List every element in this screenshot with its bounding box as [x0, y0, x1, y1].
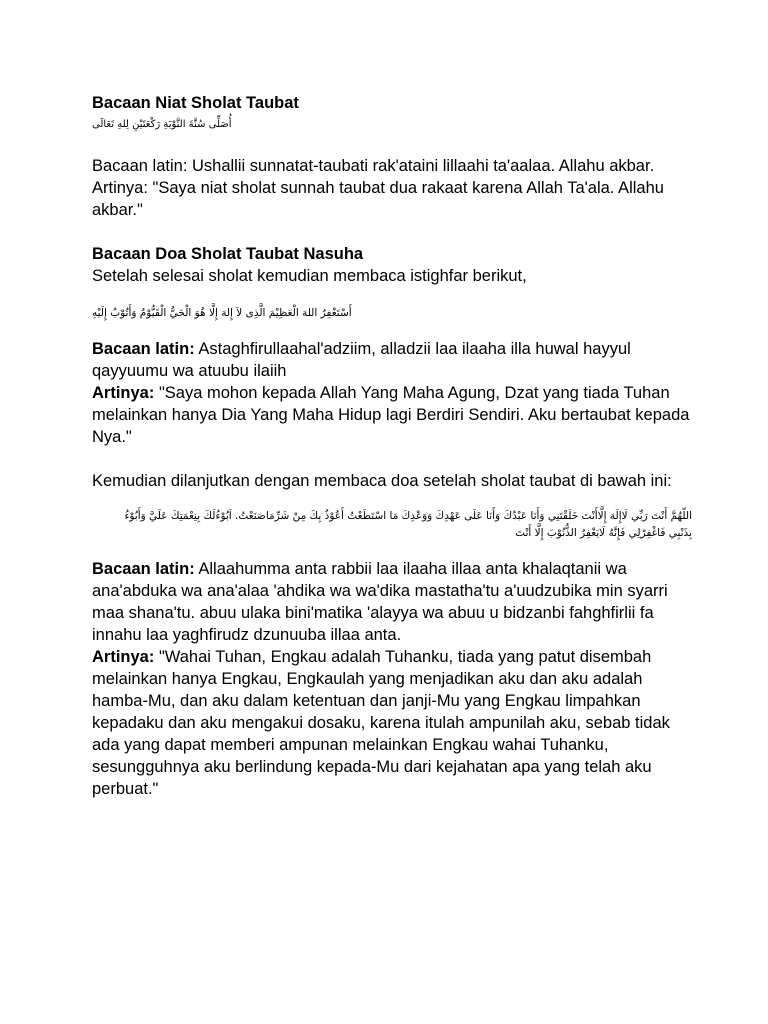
section1-meaning: Artinya: "Saya niat sholat sunnah taubat dua rakaat karena Allah Ta'ala. Allahu akbar." — [92, 179, 664, 219]
section3-meaning-text: "Wahai Tuhan, Engkau adalah Tuhanku, tiada yang patut disembah melainkan hanya Engkau, Engkaulah yang menjadikan aku dan aku adalah hamba-Mu, dan aku dalam ketentuan dan janji-Mu yang Engkau limpahkan kepadaku dan aku mengakui dosaku, karena itulah ampunilah aku, sebab tidak ada yang dapat memberi ampunan melainkan Engkau wahai Tuhanku, sesungguhnya aku berlindung kepada-Mu dari kejahatan apa yang telah aku perbuat." — [92, 648, 670, 798]
section1-arabic: أُصَلِّى سُنَّةَ التَّوْبَةِ رَكْعَتَيْنِ لِلهِ تَعَالَى — [92, 119, 232, 130]
section3-latin-label: Bacaan latin: — [92, 560, 195, 578]
section3-arabic-line1: اللّهُمَّ أَنْتَ رَبِّي لَاإِلَهَ إِلَّاأَنْتَ خَلَقْتَنِي وَأَنَا عَبْدُكَ وَأَنَا عَلَى عَهْدِكَ وَوَعْدِكَ مَا اسْتَطَعْتُ أَعُوْذُ بِكَ مِنْ شَرِّمَاصَنَعْتُ. اَبُوْءُلَكَ بِنِعْمَتِكَ عَلَيَّ وَأَبُوْءُ — [124, 510, 692, 522]
section3-meaning-label: Artinya: — [92, 648, 155, 666]
section3-latin-text: Allaahumma anta rabbii laa ilaaha illaa anta khalaqtanii wa ana'abduka wa ana'alaa 'ahdika wa wa'dika mastatha'tu a'uudzubika min syarri maa shana'tu. abuu ulaka bini'matika 'alayya wa abuu u bidzanbi fahghfirlii fa innahu laa yaghfirudz dzunuuba illaa anta. — [92, 560, 668, 644]
section2-latin-label: Bacaan latin: — [92, 340, 195, 358]
section1-heading: Bacaan Niat Sholat Taubat — [92, 94, 299, 112]
section2-meaning-text: "Saya mohon kepada Allah Yang Maha Agung, Dzat yang tiada Tuhan melainkan hanya Dia Yang Maha Hidup lagi Berdiri Sendiri. Aku bertaubat kepada Nya." — [92, 384, 690, 446]
section2-meaning — [92, 382, 692, 448]
section2-latin-text: Astaghfirullaahal'adziim, alladzii laa ilaaha illa huwal hayyul qayyuumu wa atuubu ilaiih — [92, 340, 631, 380]
section3-arabic-line2: بِذَنْبِي فَاغْفِرْلِي فَإِنَّهُ لَايَغْفِرُ الذُّنُوْبَ إِلَّا أَنْتَ — [515, 527, 692, 539]
section3-intro: Kemudian dilanjutkan dengan membaca doa setelah sholat taubat di bawah ini: — [92, 472, 672, 490]
section3-latin — [92, 558, 692, 646]
section2-intro: Setelah selesai sholat kemudian membaca istighfar berikut, — [92, 267, 527, 285]
section3-meaning — [92, 646, 692, 800]
section2-heading: Bacaan Doa Sholat Taubat Nasuha — [92, 245, 364, 263]
section2-meaning-label: Artinya: — [92, 384, 155, 402]
section2-latin — [92, 338, 692, 382]
section2-arabic: أَسْتَغْفِرُ اللهَ الْعَظِيْمَ الَّذِى لاَ إِلهَ إِلَّا هُوَ الْحَيُّ الْقَيُّوْمُ وَأَتُوْبُ إِلَيْهِ — [92, 307, 352, 319]
section1-latin: Bacaan latin: Ushallii sunnatat-taubati rak'ataini lillaahi ta'aalaa. Allahu akbar. — [92, 157, 655, 175]
document-page — [92, 92, 692, 800]
